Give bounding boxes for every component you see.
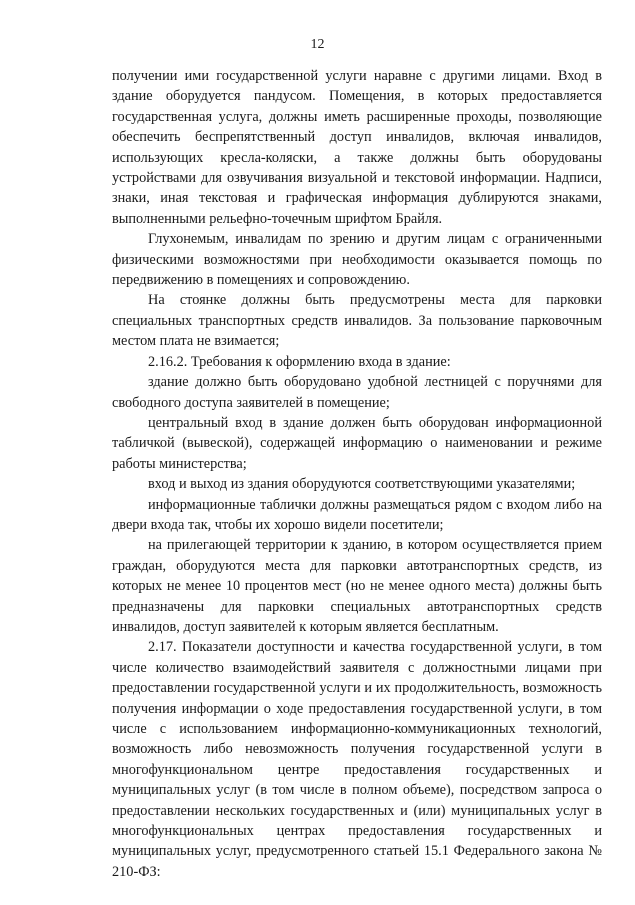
paragraph: Глухонемым, инвалидам по зрению и другим лицам с ограниченными физическими возможностями при необходимости оказывается помощь по передвижению в помещениях и сопровождению. xyxy=(112,231,602,289)
section-2-17: 2.17. Показатели доступности и качества государственной услуги, в том числе количество взаимодействий заявителя с должностными лицами при предоставлении государственной услуги и их продолжительность, возможность получения информации о ходе предоставления государственной услуги, в том числе с использованием информационно-коммуникационных технологий, возможность либо невозможность получения государственной услуги в многофункциональном центре предоставления государственных и муниципальных услуг (в том числе в полном объеме), посредством запроса о предоставлении нескольких государственных и (или) муниципальных услуг в многофункциональных центрах предоставления государственных и муниципальных услуг, предусмотренного статьей 15.1 Федерального закона № 210-ФЗ: xyxy=(112,639,602,880)
body-text xyxy=(112,66,602,882)
paragraph: На стоянке должны быть предусмотрены места для парковки специальных транспортных средств инвалидов. За пользование парковочным местом плата не взимается; xyxy=(112,292,602,350)
paragraph: на прилегающей территории к зданию, в котором осуществляется прием граждан, оборудуются места для парковки автотранспортных средств, из которых не менее 10 процентов мест (но не менее одного места) должны быть предназначены для парковки специальных автотранспортных средств инвалидов, доступ заявителей к которым является бесплатным. xyxy=(112,537,602,635)
page-number: 12 xyxy=(310,37,325,52)
section-heading-2-16-2: 2.16.2. Требования к оформлению входа в здание: xyxy=(148,353,451,370)
paragraph: вход и выход из здания оборудуются соответствующими указателями; xyxy=(148,476,576,493)
paragraph: центральный вход в здание должен быть оборудован информационной табличкой (вывеской), содержащей информацию о наименовании и режиме работы министерства; xyxy=(112,414,602,472)
paragraph-continuation: получении ими государственной услуги наравне с другими лицами. Вход в здание оборудуется пандусом. Помещения, в которых предоставляется государственная услуга, должны иметь расширенные проходы, позволяющие обеспечить беспрепятственный доступ инвалидов, включая инвалидов, использующих кресла-коляски, а также должны быть оборудованы устройствами для озвучивания визуальной и текстовой информации. Надписи, знаки, иная текстовая и графическая информация дублируются знаками, выполненными рельефно-точечным шрифтом Брайля. xyxy=(112,68,602,227)
paragraph: информационные таблички должны размещаться рядом с входом либо на двери входа так, чтобы их хорошо видели посетители; xyxy=(112,496,602,533)
paragraph: здание должно быть оборудовано удобной лестницей с поручнями для свободного доступа заявителей в помещение; xyxy=(112,374,602,411)
